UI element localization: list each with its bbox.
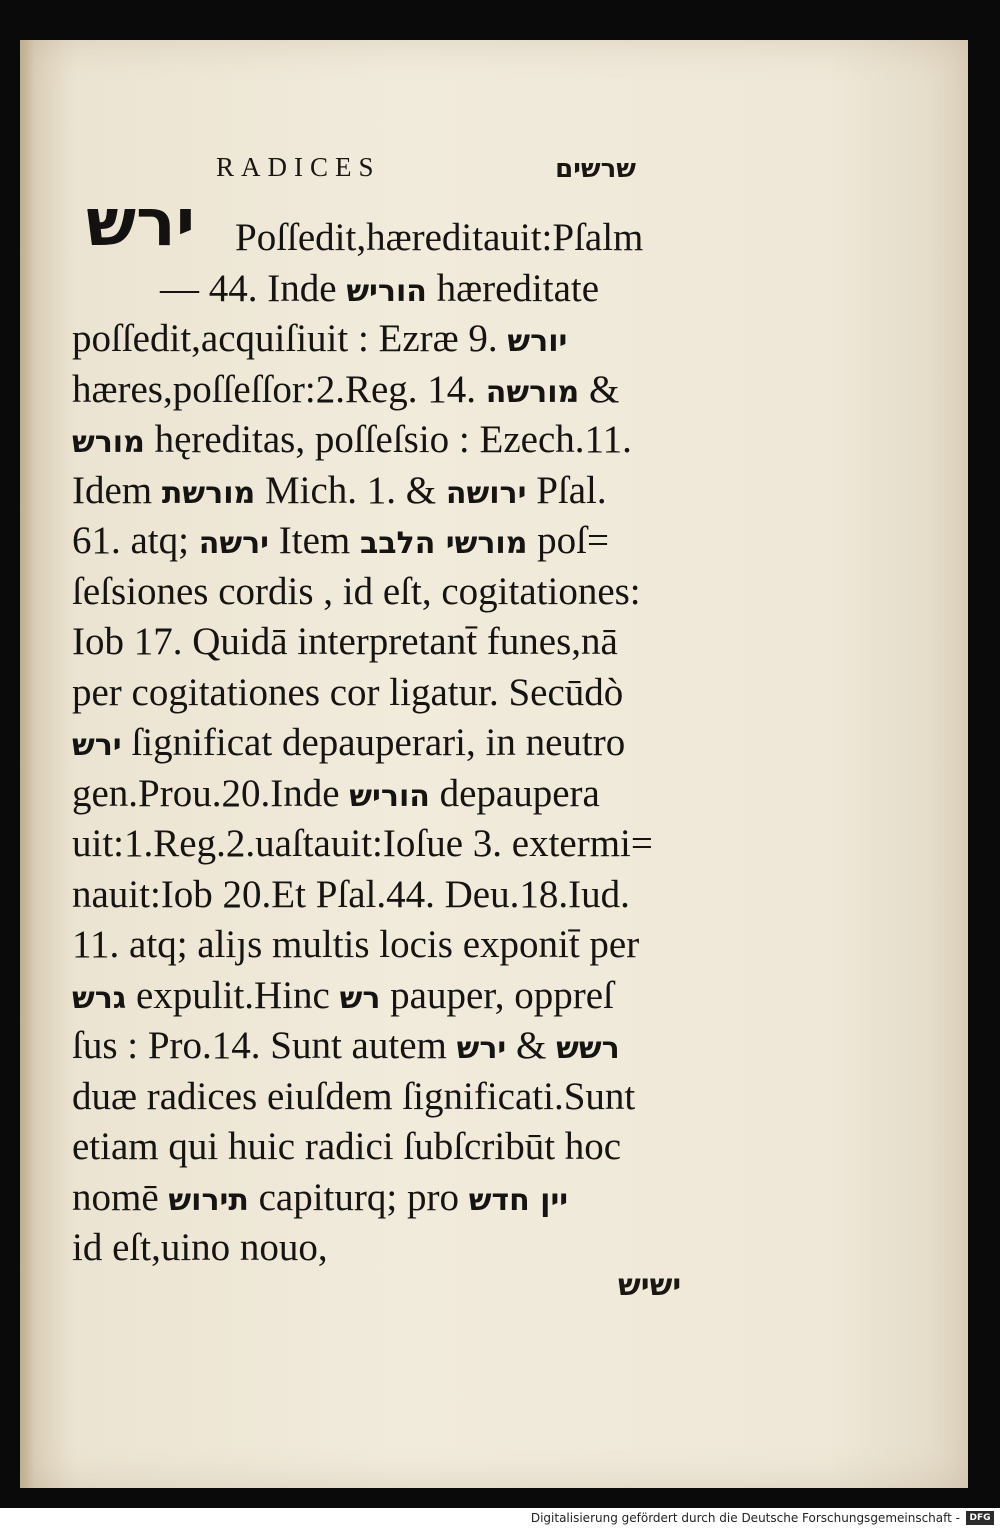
latin-text: ſus : Pro.14. Sunt autem (72, 1024, 457, 1067)
latin-text: ſeſsiones cordis , id eſt, cogitationes: (72, 569, 641, 613)
hebrew-word: גרש (72, 980, 127, 1016)
text-line (72, 872, 630, 916)
text-line (72, 319, 567, 358)
text-line (72, 1175, 569, 1219)
text-line (72, 420, 632, 459)
latin-text: id eſt,uino nouo, (72, 1226, 328, 1269)
hebrew-word: ירשה (198, 526, 269, 561)
latin-text: — 44. Inde (160, 266, 347, 310)
entry-text (20, 40, 968, 1488)
hebrew-word: מורשה (485, 374, 580, 410)
latin-text: depaupera (429, 771, 600, 815)
latin-text: capiturq; pro (248, 1175, 469, 1219)
book-page (20, 40, 968, 1488)
latin-text: Iob 17. Quidā interpretant̄ funes,nā (72, 620, 618, 663)
hebrew-word: רש (339, 980, 381, 1016)
hebrew-word: מורש (72, 425, 145, 460)
text-line (72, 824, 653, 863)
entry-headword: ירש (86, 184, 196, 261)
text-line (72, 1228, 328, 1267)
running-head-hebrew: שרשים (555, 154, 636, 184)
latin-text: 11. atq; aliȷs multis locis exponit̄ per (72, 923, 640, 966)
text-line (72, 521, 609, 560)
latin-text: Poſſedit,hæreditauit:Pſalm (235, 216, 644, 259)
text-line (72, 367, 620, 411)
text-line (72, 670, 624, 714)
dfg-logo: DFG (966, 1511, 994, 1525)
catchword: ישיש (618, 1268, 682, 1303)
hebrew-word: יורש (507, 324, 568, 359)
latin-text: Item (269, 519, 360, 562)
text-line (72, 468, 607, 512)
latin-text: hæreditate (426, 266, 600, 310)
text-line (72, 1074, 636, 1118)
hebrew-word: מורשי הלבב (359, 526, 528, 561)
latin-text: hæres,poſſeſſor:2.Reg. 14. (72, 367, 486, 411)
latin-text: hęreditas, poſſeſsio : Ezech.11. (144, 418, 632, 461)
digitization-footer (0, 1508, 1000, 1529)
text-line (72, 1026, 620, 1065)
text-line (72, 622, 618, 661)
latin-text: 61. atq; (72, 519, 199, 562)
text-line (72, 569, 641, 613)
funding-notice: Digitalisierung gefördert durch die Deutsche Forschungsgemeinschaft - (530, 1511, 960, 1525)
hebrew-word: ירש (456, 1031, 507, 1066)
latin-text: nomē (72, 1175, 169, 1219)
latin-text: poſ= (527, 519, 610, 562)
latin-text: duæ radices eiuſdem ſignificati.Sunt (72, 1074, 636, 1118)
latin-text: gen.Prou.20.Inde (72, 771, 350, 815)
latin-text: & (579, 367, 620, 411)
hebrew-word: מורשת (161, 475, 256, 511)
latin-text: Pſal. (526, 468, 607, 512)
latin-text: Idem (72, 468, 162, 512)
latin-text: poſſedit,acquiſiuit : Ezræ 9. (72, 317, 508, 360)
text-line (72, 771, 600, 815)
text-line (235, 218, 643, 257)
latin-text: & (506, 1024, 557, 1067)
latin-text: ſignificat depauperari, in neutro (121, 721, 626, 764)
hebrew-word: הוריש (349, 778, 430, 814)
text-line (72, 925, 639, 964)
text-line (160, 266, 600, 310)
latin-text: pauper, oppreſ (380, 973, 614, 1017)
running-head-latin: RADICES (216, 152, 381, 182)
latin-text: etiam qui huic radici ſubſcribūt hoc (72, 1125, 622, 1168)
latin-text: Mich. 1. & (255, 468, 446, 512)
text-line (72, 1127, 621, 1166)
hebrew-word: יין חדש (468, 1182, 569, 1218)
hebrew-word: ירושה (445, 475, 527, 511)
text-line (72, 723, 625, 762)
hebrew-word: הוריש (346, 273, 427, 309)
latin-text: expulit.Hinc (126, 973, 340, 1017)
hebrew-word: ירש (72, 728, 122, 763)
hebrew-word: רשש (556, 1031, 620, 1066)
latin-text: nauit:Iob 20.Et Pſal.44. Deu.18.Iud. (72, 872, 630, 916)
latin-text: uit:1.Reg.2.uaſtauit:Ioſue 3. extermi= (72, 822, 653, 865)
latin-text: per cogitationes cor ligatur. Secūdò (72, 670, 624, 714)
text-line (72, 973, 614, 1017)
hebrew-word: תירוש (168, 1182, 249, 1218)
